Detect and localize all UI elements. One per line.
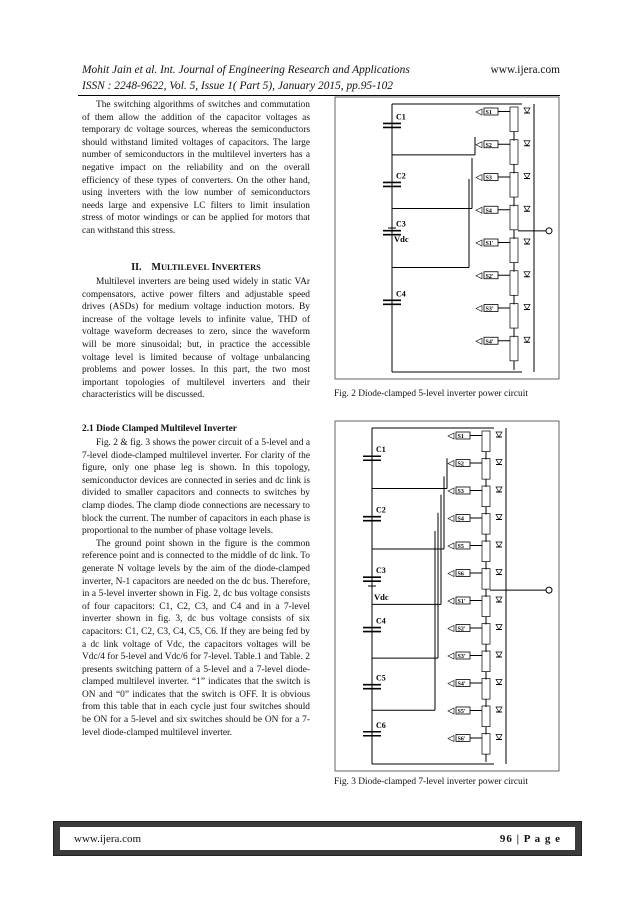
paragraph-multilevel-text: Multilevel inverters are being used widely in static VAr compensators, active power filters and adjustable speed drives (ASDs) for medium voltage induction motors. By increase of the voltage levels to infinite value, THD of voltage waveform decreases to zero, since the waveform will be more sinusoidal; but, in practice the accessible voltage level is limited because of voltage unbalancing problems and power losses. In this part, the two most important topologies of multilevel inverters and their characteristics will be discussed. xyxy=(82,277,310,401)
footer-page-number: 96 xyxy=(499,833,513,845)
section-number: II. xyxy=(131,262,142,273)
fig3-diode xyxy=(496,597,502,602)
fig2-clamp-diode xyxy=(476,207,482,213)
fig3-capacitor-label: C5 xyxy=(376,673,386,683)
fig3-igbt xyxy=(482,706,490,727)
fig3-igbt xyxy=(482,486,490,507)
paragraph-diode-clamped xyxy=(82,437,310,739)
fig2-diode xyxy=(524,305,530,310)
footer-site-link[interactable]: www.ijera.com xyxy=(74,833,142,845)
fig2-clamp-diode xyxy=(476,338,482,344)
fig3-clamp-diode xyxy=(448,708,454,714)
paragraph-intro xyxy=(82,99,310,238)
fig2-igbt xyxy=(510,304,518,329)
fig3-clamp-diode xyxy=(448,433,454,439)
fig3-switch-label: S6 xyxy=(457,571,464,578)
fig2-capacitor-label: C2 xyxy=(396,171,406,181)
fig3-circuit-diagram xyxy=(334,420,560,772)
fig3-diode xyxy=(496,680,502,685)
fig3-capacitor-label: C2 xyxy=(376,505,386,515)
fig3-switch-label: S1 xyxy=(457,434,464,440)
fig3-switch-label: S2' xyxy=(457,626,466,633)
fig2-switch-label: S2 xyxy=(485,142,492,149)
section-heading xyxy=(82,262,310,273)
fig2-output-terminal xyxy=(546,228,552,234)
fig3-diode xyxy=(496,460,502,465)
fig2-igbt xyxy=(510,271,518,296)
fig2-frame xyxy=(335,97,559,379)
fig3-igbt xyxy=(482,624,490,645)
fig3-clamp-diode xyxy=(448,626,454,632)
fig2-diode xyxy=(524,239,530,244)
fig3-diode xyxy=(496,735,502,740)
fig2-diode xyxy=(524,272,530,277)
fig2-switch-label: S3' xyxy=(485,306,494,313)
fig2-switch-label: S3 xyxy=(485,175,492,182)
figure-2-caption: Fig. 2 Diode-clamped 5-level inverter power circuit xyxy=(334,389,528,399)
fig2-clamp-diode xyxy=(476,273,482,279)
fig3-igbt xyxy=(482,569,490,590)
fig3-igbt xyxy=(482,734,490,755)
fig3-clamp-diode xyxy=(448,488,454,494)
fig2-diode xyxy=(524,337,530,342)
fig3-igbt xyxy=(482,459,490,480)
fig3-switch-label: S5 xyxy=(457,544,464,550)
fig3-clamp-diode xyxy=(448,543,454,549)
fig2-diode xyxy=(524,108,530,113)
fig3-igbt xyxy=(482,514,490,535)
fig2-switch-label: S1' xyxy=(485,241,494,247)
fig3-clamp-diode xyxy=(448,516,454,522)
fig2-switch-label: S4 xyxy=(485,208,492,215)
fig3-diode xyxy=(496,707,502,712)
fig3-switch-label: S3 xyxy=(457,489,464,495)
figure-3-caption: Fig. 3 Diode-clamped 7-level inverter power circuit xyxy=(334,777,528,787)
fig3-clamp-diode xyxy=(448,461,454,467)
fig2-capacitor-label: C1 xyxy=(396,112,406,122)
fig2-vdc-label: Vdc xyxy=(394,234,409,244)
fig2-switch-label: S2' xyxy=(485,273,494,280)
fig3-diode xyxy=(496,515,502,520)
fig3-output-terminal xyxy=(546,587,552,593)
figure-2-circuit xyxy=(334,96,560,385)
fig2-igbt xyxy=(510,238,518,263)
fig3-switch-label: S6' xyxy=(457,736,466,743)
fig2-switch-label: S1 xyxy=(485,110,492,116)
fig3-igbt xyxy=(482,431,490,452)
fig3-capacitor-label: C6 xyxy=(376,720,386,730)
section-title-initial-2: I xyxy=(211,262,216,273)
fig3-capacitor-label: C4 xyxy=(376,616,386,626)
fig2-igbt xyxy=(510,336,518,361)
paragraph-intro-text: The switching algorithms of switches and commutation of them allow the addition of the capacitor voltages as temporary dc voltage sources, whereas the semiconductors should withstand limited voltages of capacitors. The large number of semiconductors in the multilevel inverters has a negative impact on the reliability and on the overall efficiency of these types of converters. On the other hand, using inverters with the low number of semiconductors needs large and expensive LC filters to limit insulation stress of motor windings or can be applied for motors that can withstand this stress. xyxy=(82,100,310,236)
header-issn-line: ISSN : 2248-9622, Vol. 5, Issue 1( Part 5), January 2015, pp.95-102 xyxy=(82,80,393,92)
footer-page-word: | P a g e xyxy=(516,833,561,845)
paragraph-diode-clamped-2: The ground point shown in the figure is the common reference point and is connected to the middle of dc link. To generate N voltage levels by the aim of the diode-clamped inverter, N-1 capacitors are needed on the dc bus. Therefore, in a 5-level inverter shown in Fig. 2, dc bus voltage consists of four capacitors: C1, C2, C3, and C4 and in a 7-level inverter shown in fig. 3, dc bus voltage consists of six capacitors: C1, C2, C3, C4, C5, C6. If they are being fed by a dc link voltage of Vdc, the capacitors voltages will be Vdc/4 for 5-level and Vdc/6 for 7-level. Table.1 and Table. 2 presents switching pattern of a 5-level and a 7-level diode-clamped multilevel inverter. “1” indicates that the switch is ON and “0” indicates that the switch is OFF. It is obvious from this table that in each cycle just four switches should be ON for a 5-level and six switches should be ON for a 7-level diode-clamped multilevel inverter. xyxy=(82,538,310,738)
fig3-vdc-label: Vdc xyxy=(374,592,389,602)
fig3-capacitor-label: C1 xyxy=(376,445,386,455)
fig3-switch-label: S2 xyxy=(457,461,464,468)
fig2-diode xyxy=(524,206,530,211)
section-title-rest-1: ULTILEVEL xyxy=(160,263,210,272)
fig3-diode xyxy=(496,625,502,630)
fig3-switch-label: S1' xyxy=(457,599,466,605)
fig2-switch-label: S4' xyxy=(485,339,494,346)
footer-page-label xyxy=(500,833,561,845)
fig3-clamp-diode xyxy=(448,598,454,604)
fig2-capacitor-label: C4 xyxy=(396,289,406,299)
fig3-capacitor-label: C3 xyxy=(376,566,386,576)
page-footer xyxy=(54,822,581,855)
fig2-clamp-diode xyxy=(476,175,482,181)
section-title-rest-2: NVERTERS xyxy=(215,263,261,272)
figure-3-circuit xyxy=(334,420,560,777)
fig3-diode xyxy=(496,570,502,575)
fig2-clamp-diode xyxy=(476,306,482,312)
fig3-clamp-diode xyxy=(448,571,454,577)
fig2-clamp-diode xyxy=(476,109,482,115)
section-title-initial-1: M xyxy=(151,262,161,273)
running-header xyxy=(82,62,410,94)
fig3-diode xyxy=(496,542,502,547)
fig3-igbt xyxy=(482,596,490,617)
fig3-igbt xyxy=(482,679,490,700)
fig3-diode xyxy=(496,652,502,657)
header-journal-line: Mohit Jain et al. Int. Journal of Engineering Research and Applications xyxy=(82,64,410,76)
fig3-diode xyxy=(496,487,502,492)
fig3-switch-label: S3' xyxy=(457,654,466,660)
fig3-clamp-diode xyxy=(448,736,454,742)
fig3-switch-label: S4 xyxy=(457,516,464,523)
fig2-clamp-diode xyxy=(476,240,482,246)
fig3-switch-label: S5' xyxy=(457,709,466,715)
paragraph-diode-clamped-1: Fig. 2 & fig. 3 shows the power circuit of a 5-level and a 7-level diode-clamped multilevel inverter. For clarity of the figure, only one phase leg is shown. In this topology, semiconductor devices are connected in series and dc link is divided to smaller capacitors and connects to switches by clamp diodes. The clamp diode connections are necessary to block the current. The number of capacitors in each phase is proportional to the number of phase voltage levels. xyxy=(82,438,310,537)
fig3-switch-label: S4' xyxy=(457,681,466,688)
fig2-circuit-diagram xyxy=(334,96,560,380)
fig3-clamp-diode xyxy=(448,653,454,659)
fig2-igbt xyxy=(510,205,518,230)
paragraph-multilevel xyxy=(82,276,310,402)
fig3-diode xyxy=(496,432,502,437)
header-site-link[interactable]: www.ijera.com xyxy=(490,64,560,76)
fig2-igbt xyxy=(510,107,518,132)
footer-inner xyxy=(60,827,575,850)
fig3-igbt xyxy=(482,651,490,672)
fig3-clamp-diode xyxy=(448,681,454,687)
fig3-igbt xyxy=(482,541,490,562)
fig2-capacitor-label: C3 xyxy=(396,219,406,229)
fig2-igbt xyxy=(510,173,518,198)
fig2-diode xyxy=(524,174,530,179)
fig2-igbt xyxy=(510,140,518,165)
fig2-clamp-diode xyxy=(476,142,482,148)
subsection-title: 2.1 Diode Clamped Multilevel Inverter xyxy=(82,424,237,434)
fig2-diode xyxy=(524,141,530,146)
